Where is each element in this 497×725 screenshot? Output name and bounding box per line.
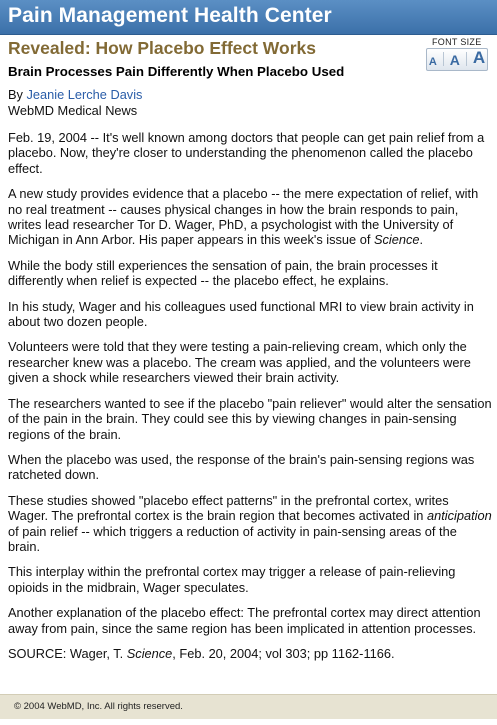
font-size-control [426,48,488,71]
paragraph: This interplay within the prefrontal cortex may trigger a release of pain-relieving opioids in the midbrain, Wager speculates. [8,564,456,595]
font-size-label: FONT SIZE [432,37,482,47]
font-size-divider [443,52,444,66]
article-body [8,130,492,671]
font-size-small-button[interactable]: A [428,56,437,68]
font-size-divider [466,52,467,66]
author-link[interactable]: Jeanie Lerche Davis [26,87,143,102]
byline [8,87,142,119]
header-title: Pain Management Health Center [8,4,332,27]
font-size-large-button[interactable]: A [472,48,486,67]
author-line [8,87,142,103]
citation-text: , Feb. 20, 2004; vol 303; pp 1162-1166. [172,645,395,661]
source-citation [8,646,492,661]
paragraph [8,186,492,248]
paragraph: While the body still experiences the sensation of pain, the brain processes it differently when relief is expected -- the placebo effect, he explains. [8,257,438,289]
article-subtitle: Brain Processes Pain Differently When Placebo Used [8,64,345,79]
paragraph-text: These studies showed "placebo effect patterns" in the prefrontal cortex, writes Wager. The prefrontal cortex is the brain region that becomes activated in [8,492,449,524]
news-source: WebMD Medical News [8,103,138,118]
journal-name: Science [126,645,173,661]
paragraph: Volunteers were told that they were testing a pain-relieving cream, which only the researcher knew was a placebo. The cream was applied, and the volunteers were given a shock while researchers viewed their brain activity. [8,339,471,386]
paragraph-text: A new study provides evidence that a placebo -- the mere expectation of relief, with no real treatment -- causes physical changes in how the brain responds to pain, writes lead researcher Tor D. Wager, PhD, a psychologist with the University of Michigan in Ann Arbor. His paper appears in this week's issue of [8,186,479,248]
article-title: Revealed: How Placebo Effect Works [8,38,316,58]
paragraph: The researchers wanted to see if the placebo "pain reliever" would alter the sensation of the pain in the brain. They could see this by viewing changes in pain-sensing regions of the brain. [8,395,492,442]
paragraph: Feb. 19, 2004 -- It's well known among doctors that people can get pain relief from a placebo. Now, they're closer to understanding the phenomenon called the placebo effect. [8,130,485,176]
paragraph: When the placebo was used, the response of the brain's pain-sensing regions was ratcheted down. [8,451,475,483]
paragraph-text: . [419,232,424,248]
paragraph: Another explanation of the placebo effect: The prefrontal cortex may direct attention away from pain, since the same region has been implicated in attention processes. [8,605,481,636]
footer [0,694,497,719]
paragraph [8,493,492,555]
site-header [0,0,497,35]
paragraph: In his study, Wager and his colleagues used functional MRI to view brain activity in about two dozen people. [8,298,474,330]
by-prefix: By [8,87,27,102]
font-size-medium-button[interactable]: A [449,52,460,68]
emphasis-text: anticipation [426,508,492,524]
journal-name: Science [373,232,420,248]
copyright-text: © 2004 WebMD, Inc. All rights reserved. [14,701,183,712]
citation-text: SOURCE: Wager, T. [8,645,127,661]
paragraph-text: of pain relief -- which triggers a reduction of activity in pain-sensing areas of the brain. [8,523,457,554]
